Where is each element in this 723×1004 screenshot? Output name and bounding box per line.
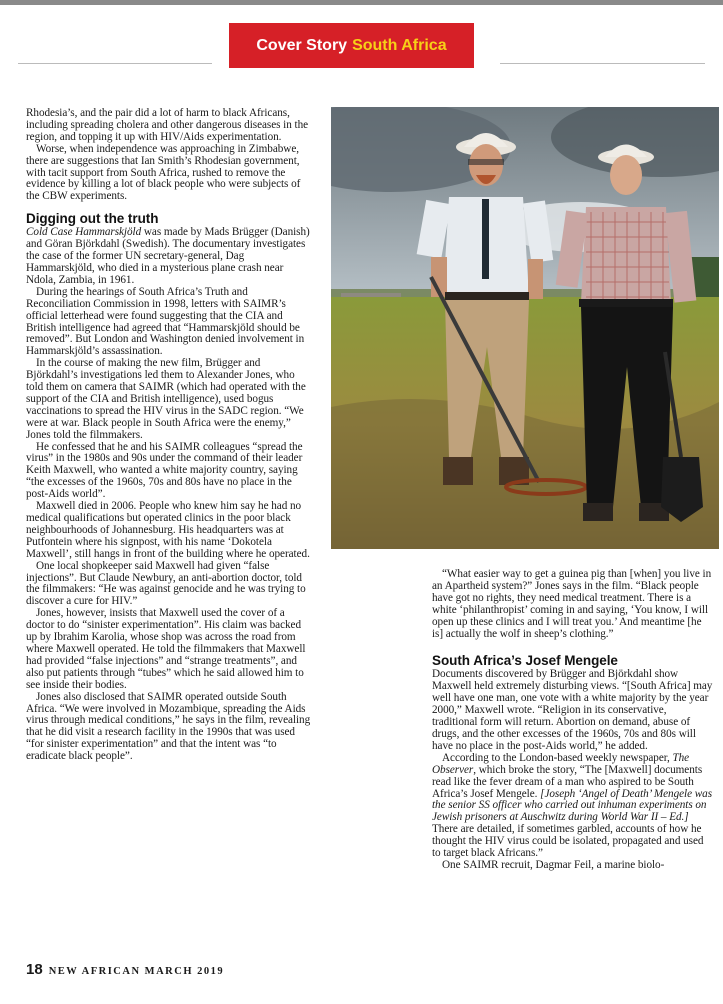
paragraph: According to the London-based weekly newspaper, The Observer, which broke the story, “The [Maxwell] documents read like the fever dream of a man who aspired to be South Africa’s Josef Mengele. [Joseph ‘Angel of Death’ Mengele was the senior SS officer who carried out inhuman experiments on Jewish prisoners at Auschwitz during World War II – Ed.] There are detailed, if sometimes garbled, accounts of how he thought the HIV virus could be isolated, propagated and used to target black Africans.” xyxy=(432,751,713,860)
newspaper-name: The Observer xyxy=(432,751,690,776)
section-banner xyxy=(229,23,474,68)
paragraph: Worse, when independence was approaching in Zimbabwe, there are suggestions that Ian Smith’s Rhodesian government, with tacit support from South Africa, rushed to remove the evidence by killing a lot of black people who were subjects of the CBW experiments. xyxy=(26,142,301,203)
page-footer xyxy=(26,961,224,983)
article-column-right xyxy=(432,569,713,872)
paragraph: In the course of making the new film, Brügger and Björkdahl’s investigations led them to Alexander Jones, who told them on camera that SAIMR (which had operated with the support of the CIA and British intelligence), used bogus vaccinations to spread the HIV virus in the SADC region. “We were at war. Black people in South Africa were the enemy,” Jones told the filmmakers. xyxy=(26,357,306,441)
publication-name: NEW AFRICAN xyxy=(48,966,141,977)
paragraph: Maxwell died in 2006. People who knew him say he had no medical qualifications but operated clinics in the poor black neighbourhoods of Johannesburg. His headquarters was at Putfontein where his signpost, with his name ‘Dokotela Maxwell’, still hangs in front of the building where he operated. xyxy=(26,500,310,560)
paragraph: Jones, however, insists that Maxwell used the cover of a doctor to do “sinister experimentation”. His claim was backed up by Ibrahim Karolia, whose shop was across the road from where Maxwell operated. He told the filmmakers that Maxwell had provided “false injections” and “strange treatments”, and also put patients through “tubes” which he said allowed him to see inside their bodies. xyxy=(26,607,306,691)
subheading-digging-out-the-truth: Digging out the truth xyxy=(26,211,159,227)
paragraph: “What easier way to get a guinea pig than [when] you live in an Apartheid system?” Jones says in the film. “Black people have got no rights, they need medical treatment. There is a white ‘philanthropist’ coming in and saying, ‘You know, I will open up these clinics and I will treat you.’ And meantime [he is] actually the wolf in sheep’s clothing.” xyxy=(432,568,712,640)
photo-two-men-in-field xyxy=(331,107,719,549)
subheading-josef-mengele: South Africa’s Josef Mengele xyxy=(432,653,618,669)
paragraph: Rhodesia’s, and the pair did a lot of harm to black Africans, including spreading cholera and other dangerous diseases in the region, and topping it up with HIV/Aids experimentation. xyxy=(26,107,309,143)
film-title: Cold Case Hammarskjöld xyxy=(26,226,142,239)
issue-date: MARCH 2019 xyxy=(144,966,225,977)
paragraph: Cold Case Hammarskjöld was made by Mads Brügger (Danish) and Göran Björkdahl (Swedish). The documentary investigates the case of the former UN secretary-general, Dag Hammarskjöld, who died in a mysterious plane crash near Ndola, Zambia, in 1961. xyxy=(26,226,310,286)
section-region: South Africa xyxy=(352,36,447,54)
paragraph: During the hearings of South Africa’s Truth and Reconciliation Commission in 1998, letters with SAIMR’s official letterhead were found suggesting that the CIA and British intelligence had agreed that “Hammarskjöld should be removed”. But London and Washington denied involvement in Hammarskjöld’s assassination. xyxy=(26,285,305,358)
paragraph: Documents discovered by Brügger and Björkdahl show Maxwell held extremely disturbing views. “[South Africa] may well have one man, one vote with a white majority by the year 2000,” Maxwell wrote. “Religion in its conservative, traditional form will return. Abortion on demand, abuse of drugs, and the other excesses of the 1960s, 70s and 80s will have no place in the post-Aids world,” he added. xyxy=(432,668,713,752)
article-column-left xyxy=(26,108,311,763)
paragraph: One SAIMR recruit, Dagmar Feil, a marine biolo- xyxy=(442,858,665,871)
editor-note: [Joseph ‘Angel of Death’ Mengele was the senior SS officer who carried out inhuman experiments on Jewish prisoners at Auschwitz during World War II – Ed.] xyxy=(432,787,713,824)
paragraph: Jones also disclosed that SAIMR operated outside South Africa. “We were involved in Mozambique, spreading the Aids virus through medical conditions,” he says in the film, revealing that he did visit a research facility in the 1990s that was used “for sinister experimentation” and that the intent was “to eradicate black people”. xyxy=(26,690,311,763)
article-photo xyxy=(331,107,719,549)
top-border xyxy=(0,0,723,5)
page-number: 18 xyxy=(26,961,43,978)
header-rule-left xyxy=(18,63,212,64)
paragraph: He confessed that he and his SAIMR colleagues “spread the virus” in the 1980s and 90s under the command of their leader Keith Maxwell, who wanted a white majority country, saying “the excesses of the 1960s, 70s and 80s have no place in the post-Aids world”. xyxy=(26,440,303,501)
paragraph: One local shopkeeper said Maxwell had given “false injections”. But Claude Newbury, an anti-abortion doctor, told the filmmakers: “He was against genocide and he was trying to discover a cure for HIV.” xyxy=(26,559,306,608)
section-label: Cover Story xyxy=(256,36,348,54)
header-rule-right xyxy=(500,63,705,64)
